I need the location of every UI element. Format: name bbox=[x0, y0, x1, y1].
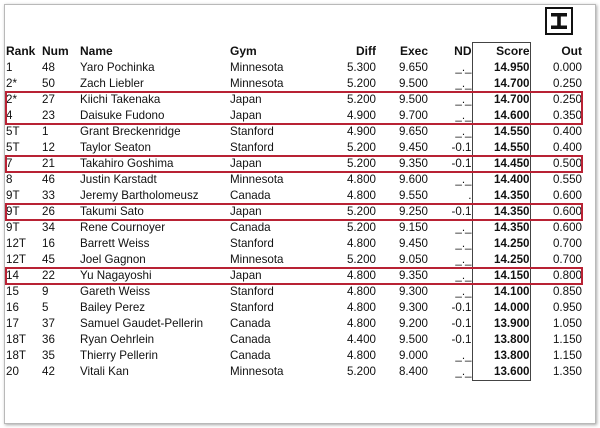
cell-gym: Stanford bbox=[230, 237, 274, 250]
cell-nd: _._ bbox=[455, 109, 472, 122]
table-row bbox=[6, 252, 582, 268]
cell-name: Rene Cournoyer bbox=[80, 221, 166, 234]
cell-nd: _._ bbox=[455, 93, 472, 106]
cell-diff: 4.800 bbox=[346, 173, 376, 186]
cell-name: Jeremy Bartholomeusz bbox=[80, 189, 199, 202]
big-ten-logo-icon bbox=[545, 7, 573, 35]
header-nd: ND bbox=[454, 43, 472, 58]
cell-num: 12 bbox=[42, 141, 55, 154]
cell-gym: Japan bbox=[230, 157, 262, 170]
cell-score: 14.350 bbox=[472, 204, 530, 220]
cell-num: 9 bbox=[42, 285, 49, 298]
cell-exec: 9.700 bbox=[398, 109, 428, 122]
cell-exec: 9.500 bbox=[398, 77, 428, 90]
header-rank: Rank bbox=[6, 43, 36, 58]
cell-rank: 8 bbox=[6, 173, 13, 186]
cell-nd: _._ bbox=[455, 365, 472, 379]
cell-diff: 4.800 bbox=[346, 317, 376, 330]
cell-score: 14.600 bbox=[472, 108, 530, 124]
cell-out: 0.550 bbox=[552, 173, 582, 186]
cell-num: 50 bbox=[42, 77, 55, 90]
table-row bbox=[6, 60, 582, 76]
cell-diff: 4.800 bbox=[346, 285, 376, 298]
cell-name: Barrett Weiss bbox=[80, 237, 150, 250]
cell-exec: 9.450 bbox=[398, 237, 428, 250]
cell-exec: 9.350 bbox=[398, 157, 428, 170]
cell-score: 13.800 bbox=[472, 348, 530, 364]
cell-exec: 9.150 bbox=[398, 221, 428, 234]
cell-num: 5 bbox=[42, 301, 49, 314]
cell-score: 13.900 bbox=[472, 316, 530, 332]
cell-gym: Stanford bbox=[230, 141, 274, 154]
cell-out: 0.400 bbox=[552, 141, 582, 154]
cell-diff: 4.800 bbox=[346, 189, 376, 202]
cell-nd: _._ bbox=[455, 125, 472, 138]
cell-rank: 17 bbox=[6, 317, 19, 330]
cell-out: 0.350 bbox=[552, 109, 582, 122]
cell-gym: Minnesota bbox=[230, 253, 284, 266]
table-row bbox=[6, 140, 582, 156]
cell-nd: . bbox=[468, 189, 472, 202]
cell-exec: 9.650 bbox=[398, 61, 428, 74]
cell-rank: 14 bbox=[6, 269, 19, 282]
cell-gym: Japan bbox=[230, 205, 262, 218]
header-out: Out bbox=[561, 43, 582, 58]
cell-gym: Japan bbox=[230, 269, 262, 282]
table-row bbox=[6, 156, 582, 172]
cell-out: 0.000 bbox=[552, 61, 582, 74]
cell-rank: 2* bbox=[6, 77, 17, 90]
cell-diff: 5.200 bbox=[346, 93, 376, 106]
cell-nd: -0.1 bbox=[451, 333, 472, 346]
cell-num: 37 bbox=[42, 317, 55, 330]
cell-gym: Canada bbox=[230, 333, 271, 346]
cell-name: Kiichi Takenaka bbox=[80, 93, 161, 106]
cell-nd: _._ bbox=[455, 349, 472, 362]
cell-name: Taylor Seaton bbox=[80, 141, 151, 154]
cell-name: Bailey Perez bbox=[80, 301, 146, 314]
cell-rank: 12T bbox=[6, 237, 26, 250]
cell-name: Yu Nagayoshi bbox=[80, 269, 152, 282]
cell-num: 36 bbox=[42, 333, 55, 346]
cell-score: 14.450 bbox=[472, 156, 530, 172]
cell-out: 0.850 bbox=[552, 285, 582, 298]
cell-diff: 5.200 bbox=[346, 205, 376, 218]
cell-gym: Canada bbox=[230, 221, 271, 234]
cell-diff: 5.200 bbox=[346, 77, 376, 90]
cell-nd: _._ bbox=[455, 173, 472, 186]
cell-nd: -0.1 bbox=[451, 141, 472, 154]
cell-diff: 4.800 bbox=[346, 301, 376, 314]
cell-diff: 4.800 bbox=[346, 269, 376, 282]
cell-rank: 1 bbox=[6, 61, 13, 74]
cell-rank: 20 bbox=[6, 365, 19, 379]
table-row bbox=[6, 92, 582, 108]
cell-out: 0.600 bbox=[552, 205, 582, 218]
cell-gym: Stanford bbox=[230, 125, 274, 138]
cell-diff: 5.200 bbox=[346, 253, 376, 266]
table-row bbox=[6, 188, 582, 204]
cell-out: 0.250 bbox=[552, 93, 582, 106]
cell-diff: 5.200 bbox=[346, 365, 376, 379]
cell-exec: 9.050 bbox=[398, 253, 428, 266]
table-row bbox=[6, 236, 582, 252]
cell-diff: 5.300 bbox=[346, 61, 376, 74]
table-row bbox=[6, 124, 582, 140]
cell-gym: Stanford bbox=[230, 301, 274, 314]
cell-gym: Minnesota bbox=[230, 173, 284, 186]
cell-gym: Stanford bbox=[230, 285, 274, 298]
cell-nd: -0.1 bbox=[451, 157, 472, 170]
table-row bbox=[6, 348, 582, 364]
cell-out: 0.700 bbox=[552, 237, 582, 250]
cell-nd: _._ bbox=[455, 285, 472, 298]
results-table bbox=[6, 42, 582, 381]
cell-rank: 4 bbox=[6, 109, 13, 122]
cell-num: 34 bbox=[42, 221, 55, 234]
cell-gym: Canada bbox=[230, 189, 271, 202]
cell-out: 0.700 bbox=[552, 253, 582, 266]
cell-num: 42 bbox=[42, 365, 55, 379]
cell-nd: _._ bbox=[455, 237, 472, 250]
cell-name: Thierry Pellerin bbox=[80, 349, 158, 362]
cell-name: Daisuke Fudono bbox=[80, 109, 165, 122]
cell-exec: 9.600 bbox=[398, 173, 428, 186]
cell-num: 1 bbox=[42, 125, 49, 138]
cell-gym: Minnesota bbox=[230, 61, 284, 74]
cell-name: Grant Breckenridge bbox=[80, 125, 181, 138]
cell-exec: 9.450 bbox=[398, 141, 428, 154]
cell-nd: _._ bbox=[455, 253, 472, 266]
cell-score: 14.950 bbox=[472, 60, 530, 76]
cell-exec: 9.500 bbox=[398, 333, 428, 346]
cell-rank: 5T bbox=[6, 125, 20, 138]
cell-score: 14.700 bbox=[472, 92, 530, 108]
table-row bbox=[6, 172, 582, 188]
cell-out: 0.500 bbox=[552, 157, 582, 170]
cell-score: 14.550 bbox=[472, 140, 530, 156]
cell-num: 16 bbox=[42, 237, 55, 250]
cell-gym: Japan bbox=[230, 109, 262, 122]
cell-num: 22 bbox=[42, 269, 55, 282]
cell-out: 1.350 bbox=[552, 365, 582, 379]
cell-diff: 4.400 bbox=[346, 333, 376, 346]
cell-rank: 12T bbox=[6, 253, 26, 266]
cell-name: Takumi Sato bbox=[80, 205, 144, 218]
cell-num: 46 bbox=[42, 173, 55, 186]
cell-score: 14.250 bbox=[472, 236, 530, 252]
table-row bbox=[6, 284, 582, 300]
cell-out: 1.150 bbox=[552, 333, 582, 346]
cell-num: 33 bbox=[42, 189, 55, 202]
cell-exec: 9.000 bbox=[398, 349, 428, 362]
cell-exec: 8.400 bbox=[398, 365, 428, 379]
cell-num: 21 bbox=[42, 157, 55, 170]
cell-rank: 5T bbox=[6, 141, 20, 154]
header-gym: Gym bbox=[230, 43, 257, 58]
cell-rank: 18T bbox=[6, 349, 26, 362]
cell-nd: -0.1 bbox=[451, 205, 472, 218]
cell-nd: -0.1 bbox=[451, 301, 472, 314]
cell-rank: 15 bbox=[6, 285, 19, 298]
cell-out: 0.600 bbox=[552, 189, 582, 202]
table-row bbox=[6, 108, 582, 124]
cell-out: 1.050 bbox=[552, 317, 582, 330]
cell-exec: 9.650 bbox=[398, 125, 428, 138]
cell-diff: 5.200 bbox=[346, 141, 376, 154]
cell-out: 0.800 bbox=[552, 269, 582, 282]
cell-out: 0.600 bbox=[552, 221, 582, 234]
cell-gym: Canada bbox=[230, 317, 271, 330]
cell-num: 48 bbox=[42, 61, 55, 74]
cell-num: 23 bbox=[42, 109, 55, 122]
cell-nd: -0.1 bbox=[451, 317, 472, 330]
cell-exec: 9.500 bbox=[398, 93, 428, 106]
cell-score: 13.600 bbox=[472, 364, 530, 381]
cell-gym: Minnesota bbox=[230, 77, 284, 90]
cell-num: 27 bbox=[42, 93, 55, 106]
cell-score: 14.550 bbox=[472, 124, 530, 140]
cell-score: 14.000 bbox=[472, 300, 530, 316]
cell-score: 14.100 bbox=[472, 284, 530, 300]
cell-num: 45 bbox=[42, 253, 55, 266]
table-row bbox=[6, 332, 582, 348]
cell-exec: 9.200 bbox=[398, 317, 428, 330]
header-diff: Diff bbox=[356, 43, 376, 58]
table-row bbox=[6, 220, 582, 236]
cell-diff: 4.900 bbox=[346, 125, 376, 138]
header-score: Score bbox=[472, 43, 530, 61]
cell-exec: 9.300 bbox=[398, 301, 428, 314]
cell-gym: Japan bbox=[230, 93, 262, 106]
cell-rank: 9T bbox=[6, 205, 20, 218]
cell-gym: Canada bbox=[230, 349, 271, 362]
cell-score: 14.150 bbox=[472, 268, 530, 284]
cell-rank: 18T bbox=[6, 333, 26, 346]
cell-num: 35 bbox=[42, 349, 55, 362]
cell-name: Gareth Weiss bbox=[80, 285, 151, 298]
cell-score: 14.350 bbox=[472, 188, 530, 204]
cell-exec: 9.300 bbox=[398, 285, 428, 298]
cell-exec: 9.550 bbox=[398, 189, 428, 202]
cell-score: 13.800 bbox=[472, 332, 530, 348]
cell-rank: 9T bbox=[6, 189, 20, 202]
cell-rank: 16 bbox=[6, 301, 19, 314]
cell-rank: 2* bbox=[6, 93, 17, 106]
cell-num: 26 bbox=[42, 205, 55, 218]
cell-diff: 4.900 bbox=[346, 109, 376, 122]
cell-name: Takahiro Goshima bbox=[80, 157, 174, 170]
table-row bbox=[6, 268, 582, 284]
cell-out: 0.400 bbox=[552, 125, 582, 138]
cell-name: Samuel Gaudet-Pellerin bbox=[80, 317, 204, 330]
table-row bbox=[6, 76, 582, 92]
cell-name: Ryan Oehrlein bbox=[80, 333, 155, 346]
cell-score: 14.700 bbox=[472, 76, 530, 92]
cell-out: 0.250 bbox=[552, 77, 582, 90]
cell-nd: _._ bbox=[455, 77, 472, 90]
cell-diff: 4.800 bbox=[346, 237, 376, 250]
cell-diff: 5.200 bbox=[346, 221, 376, 234]
cell-nd: _._ bbox=[455, 61, 472, 74]
cell-name: Joel Gagnon bbox=[80, 253, 146, 266]
table-row bbox=[6, 300, 582, 316]
cell-name: Justin Karstadt bbox=[80, 173, 157, 186]
cell-score: 14.400 bbox=[472, 172, 530, 188]
cell-out: 1.150 bbox=[552, 349, 582, 362]
cell-nd: _._ bbox=[455, 221, 472, 234]
header-num: Num bbox=[42, 43, 69, 58]
cell-diff: 4.800 bbox=[346, 349, 376, 362]
cell-exec: 9.250 bbox=[398, 205, 428, 218]
cell-name: Yaro Pochinka bbox=[80, 61, 155, 74]
cell-gym: Minnesota bbox=[230, 365, 284, 379]
table-row bbox=[6, 364, 582, 381]
cell-rank: 9T bbox=[6, 221, 20, 234]
cell-score: 14.350 bbox=[472, 220, 530, 236]
table-row bbox=[6, 316, 582, 332]
cell-name: Zach Liebler bbox=[80, 77, 144, 90]
header-name: Name bbox=[80, 43, 113, 58]
cell-name: Vitali Kan bbox=[80, 365, 129, 379]
cell-nd: _._ bbox=[455, 269, 472, 282]
cell-exec: 9.350 bbox=[398, 269, 428, 282]
cell-out: 0.950 bbox=[552, 301, 582, 314]
cell-rank: 7 bbox=[6, 157, 13, 170]
cell-diff: 5.200 bbox=[346, 157, 376, 170]
table-row bbox=[6, 204, 582, 220]
header-exec: Exec bbox=[399, 43, 428, 58]
cell-score: 14.250 bbox=[472, 252, 530, 268]
header-row bbox=[6, 43, 582, 61]
